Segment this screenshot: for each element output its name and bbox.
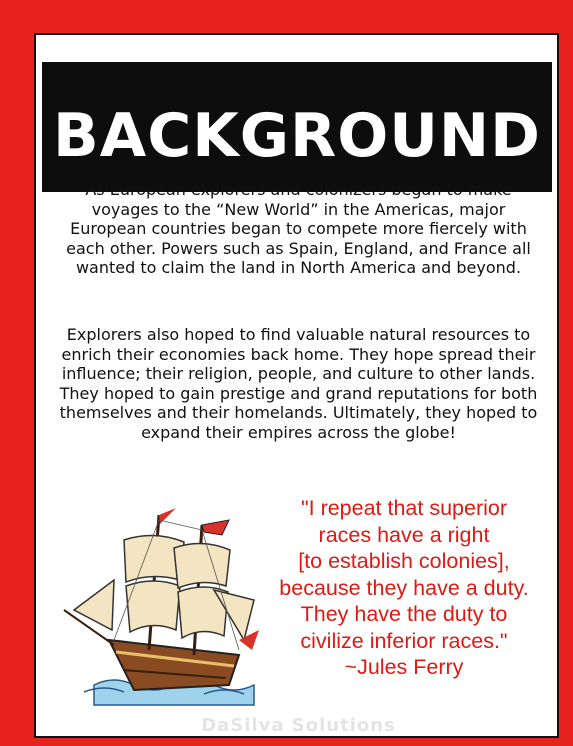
page-title: BACKGROUND [53, 101, 541, 171]
quote-block [254, 495, 554, 681]
quote-line: They have the duty to [300, 602, 508, 626]
quote-attribution: ~Jules Ferry [344, 655, 464, 679]
paragraph-1: As European explorers and colonizers began to make voyages to the “New World” in the Americas, major European countries began to compete more fiercely with each other. Powers such as Spain, England, and France all wanted to claim the land in North America and beyond. [66, 180, 531, 278]
quote-line: because they have a duty. [279, 575, 529, 600]
sailing-ship-icon [54, 480, 284, 720]
background-card [34, 33, 559, 738]
title-banner [42, 62, 552, 192]
quote-line: "I repeat that superior [300, 496, 508, 520]
quote-line: races have a right [318, 522, 490, 547]
quote-line: [to establish colonies], [298, 549, 510, 573]
watermark: DaSilva Solutions [201, 715, 396, 736]
paragraph-2: Explorers also hoped to find valuable natural resources to enrich their economies back home. They hope spread their influence; their religion, people, and culture to other lands. They hoped to gain prestige and grand reputations for both themselves and their homelands. Ultimately, they hoped to expand their empires across the globe! [59, 325, 538, 442]
quote-line: civilize inferior races." [300, 628, 508, 653]
